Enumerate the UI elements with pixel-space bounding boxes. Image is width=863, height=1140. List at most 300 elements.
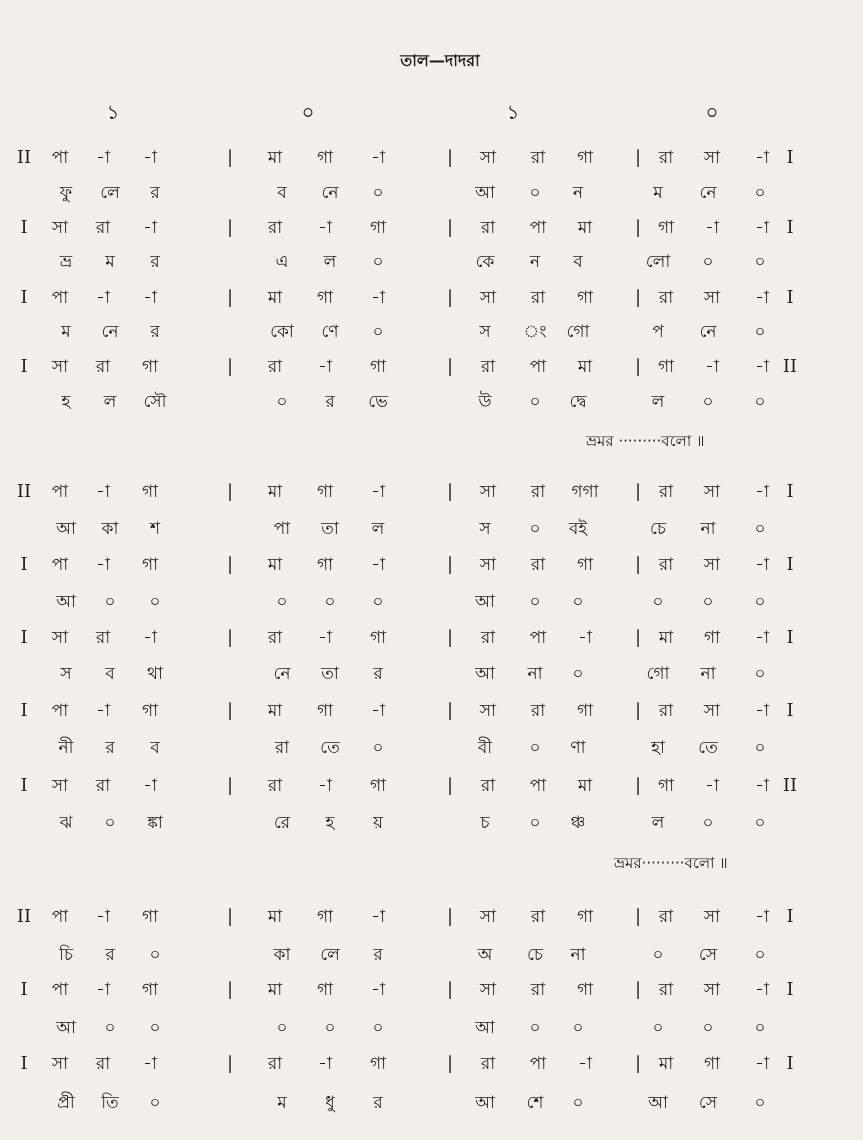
swara-note: সা: [703, 555, 721, 575]
swara-note: গা: [576, 701, 594, 721]
swara-note: -া: [318, 357, 332, 377]
swara-note: -া: [755, 701, 769, 721]
bar-line: II: [782, 775, 798, 796]
lyric-syllable: র: [105, 945, 115, 965]
swara-note: রা: [658, 980, 674, 1000]
bar-line: I: [20, 217, 28, 238]
bar-line: |: [446, 217, 454, 238]
swara-note: -া: [755, 776, 769, 796]
swara-note: -া: [143, 218, 157, 238]
lyric-syllable: ০: [104, 813, 116, 833]
lyric-syllable: স: [479, 322, 491, 342]
lyric-syllable: ০: [276, 1018, 288, 1038]
swara-note: গা: [657, 776, 675, 796]
bar-line: |: [446, 554, 454, 575]
swara-note: গগা: [571, 482, 599, 502]
lyric-syllable: বই: [568, 519, 588, 539]
lyric-syllable: ০: [529, 592, 541, 612]
lyric-syllable: ০: [276, 592, 288, 612]
lyric-syllable: না: [527, 664, 543, 684]
lyric-syllable: ব: [105, 664, 115, 684]
swara-note: গা: [316, 907, 334, 927]
lyric-syllable: হ: [325, 813, 335, 833]
swara-note: রা: [95, 1054, 111, 1074]
lyric-syllable: ন: [529, 252, 541, 272]
swara-note: গা: [141, 555, 159, 575]
bar-line: |: [226, 356, 234, 377]
lyric-syllable: ০: [754, 392, 766, 412]
swara-row: [0, 624, 863, 652]
swara-note: -া: [96, 701, 110, 721]
swara-row: [0, 551, 863, 579]
lyric-syllable: ০: [754, 519, 766, 539]
swara-note: গা: [141, 907, 159, 927]
swara-note: -া: [143, 776, 157, 796]
swara-note: মা: [267, 482, 283, 502]
swara-row: [0, 1050, 863, 1078]
lyric-syllable: ব: [150, 738, 160, 758]
lyric-syllable: ০: [372, 1018, 384, 1038]
bar-line: |: [226, 775, 234, 796]
swara-note: -া: [755, 907, 769, 927]
swara-note: গা: [316, 980, 334, 1000]
swara-note: পা: [529, 1054, 547, 1074]
swara-note: গা: [141, 980, 159, 1000]
swara-note: পা: [51, 980, 69, 1000]
swara-note: মা: [267, 288, 283, 308]
bar-line: |: [226, 287, 234, 308]
lyric-syllable: কে: [475, 252, 495, 272]
swara-note: পা: [529, 776, 547, 796]
lyric-syllable: নে: [321, 183, 339, 203]
lyric-syllable: আ: [56, 519, 76, 539]
swara-note: গা: [657, 357, 675, 377]
swara-note: সা: [479, 288, 497, 308]
lyric-syllable: না: [700, 519, 716, 539]
lyric-syllable: আ: [475, 592, 495, 612]
bar-line: |: [634, 775, 642, 796]
lyric-syllable: না: [570, 945, 586, 965]
bar-line: |: [226, 979, 234, 1000]
bar-line: I: [20, 775, 28, 796]
bar-line: II: [16, 906, 32, 927]
swara-note: গা: [657, 218, 675, 238]
swara-note: -া: [371, 907, 385, 927]
swara-note: সা: [703, 148, 721, 168]
lyric-syllable: র: [373, 945, 383, 965]
lyric-row: [0, 588, 863, 616]
lyric-row: [0, 734, 863, 762]
bar-line: I: [786, 700, 794, 721]
bar-line: |: [226, 554, 234, 575]
swara-note: রা: [658, 701, 674, 721]
lyric-syllable: নে: [699, 322, 717, 342]
swara-note: মা: [577, 218, 593, 238]
lyric-row: [0, 248, 863, 276]
swara-note: সা: [51, 1054, 69, 1074]
lyric-syllable: সৌ: [143, 392, 167, 412]
swara-note: মা: [267, 907, 283, 927]
lyric-syllable: আ: [475, 1018, 495, 1038]
lyric-syllable: কো: [270, 322, 294, 342]
lyric-syllable: ঞ্চ: [570, 813, 586, 833]
swara-note: -া: [705, 357, 719, 377]
swara-note: পা: [51, 148, 69, 168]
lyric-syllable: ম: [277, 1093, 287, 1113]
lyric-syllable: আ: [475, 183, 495, 203]
bar-line: I: [786, 217, 794, 238]
swara-note: -া: [96, 907, 110, 927]
swara-note: পা: [529, 218, 547, 238]
lyric-syllable: ম: [653, 183, 663, 203]
lyric-syllable: ০: [529, 813, 541, 833]
lyric-syllable: ল: [323, 252, 337, 272]
bar-line: |: [226, 627, 234, 648]
bar-line: I: [20, 700, 28, 721]
swara-note: রা: [267, 1054, 283, 1074]
swara-note: পা: [529, 357, 547, 377]
lyric-syllable: ধু: [325, 1093, 335, 1113]
lyric-syllable: ব: [277, 183, 287, 203]
swara-row: [0, 976, 863, 1004]
lyric-syllable: তে: [698, 738, 718, 758]
bar-line: I: [20, 979, 28, 1000]
swara-row: [0, 353, 863, 381]
swara-note: মা: [267, 555, 283, 575]
swara-note: -া: [371, 148, 385, 168]
lyric-syllable: ০: [149, 592, 161, 612]
bar-line: |: [226, 217, 234, 238]
swara-note: -া: [755, 628, 769, 648]
lyric-syllable: রা: [274, 738, 290, 758]
swara-note: -া: [318, 776, 332, 796]
swara-note: সা: [479, 555, 497, 575]
lyric-syllable: ০: [529, 738, 541, 758]
swara-note: -া: [705, 218, 719, 238]
swara-note: -া: [755, 288, 769, 308]
swara-note: -া: [755, 980, 769, 1000]
lyric-syllable: ০: [572, 1018, 584, 1038]
lyric-syllable: ০: [754, 252, 766, 272]
bar-line: |: [226, 906, 234, 927]
lyric-syllable: ০: [372, 738, 384, 758]
bar-line: I: [786, 287, 794, 308]
swara-note: রা: [530, 555, 546, 575]
lyric-syllable: রে: [273, 813, 291, 833]
swara-note: -া: [143, 628, 157, 648]
swara-note: মা: [267, 148, 283, 168]
lyric-row: [0, 809, 863, 837]
swara-note: গা: [316, 701, 334, 721]
swara-note: মা: [267, 980, 283, 1000]
lyric-row: [0, 1089, 863, 1117]
swara-note: সা: [703, 907, 721, 927]
swara-note: রা: [530, 288, 546, 308]
lyric-syllable: ০: [754, 322, 766, 342]
bar-line: I: [786, 554, 794, 575]
bar-line: |: [446, 979, 454, 1000]
bar-line: |: [634, 481, 642, 502]
swara-note: রা: [530, 701, 546, 721]
bar-line: |: [634, 1053, 642, 1074]
swara-note: সা: [703, 980, 721, 1000]
lyric-syllable: য়: [372, 813, 384, 833]
lyric-syllable: প: [652, 322, 664, 342]
bar-line: |: [226, 1053, 234, 1074]
lyric-row: [0, 1014, 863, 1042]
swara-note: -া: [578, 628, 592, 648]
swara-note: সা: [51, 218, 69, 238]
bar-line: |: [634, 217, 642, 238]
swara-note: গা: [369, 1054, 387, 1074]
lyric-syllable: ণে: [321, 322, 339, 342]
lyric-syllable: ল: [651, 813, 665, 833]
lyric-row: [0, 515, 863, 543]
bar-line: |: [634, 287, 642, 308]
lyric-syllable: তে: [320, 738, 340, 758]
lyric-syllable: ০: [529, 519, 541, 539]
lyric-row: [0, 179, 863, 207]
swara-note: -া: [143, 1054, 157, 1074]
swara-note: -া: [755, 218, 769, 238]
lyric-syllable: ০: [276, 392, 288, 412]
lyric-syllable: অ: [477, 945, 493, 965]
lyric-syllable: ০: [652, 945, 664, 965]
lyric-syllable: ০: [702, 1018, 714, 1038]
lyric-syllable: ং: [523, 322, 547, 342]
lyric-syllable: গো: [566, 322, 590, 342]
bar-line: I: [786, 979, 794, 1000]
swara-note: গা: [316, 555, 334, 575]
bar-line: II: [16, 481, 32, 502]
swara-note: -া: [371, 482, 385, 502]
swara-note: রা: [95, 628, 111, 648]
bar-line: I: [20, 1053, 28, 1074]
swara-note: -া: [318, 628, 332, 648]
swara-note: রা: [658, 288, 674, 308]
lyric-syllable: তা: [321, 664, 339, 684]
beat-markers: [0, 98, 863, 122]
swara-note: -া: [143, 288, 157, 308]
lyric-syllable: কা: [273, 945, 291, 965]
lyric-syllable: র: [373, 664, 383, 684]
lyric-syllable: ঙ্কা: [147, 813, 163, 833]
swara-note: গা: [316, 482, 334, 502]
swara-note: গা: [369, 218, 387, 238]
lyric-row: [0, 660, 863, 688]
swara-note: পা: [529, 628, 547, 648]
lyric-syllable: আ: [648, 1093, 668, 1113]
swara-note: গা: [703, 628, 721, 648]
swara-note: -া: [96, 555, 110, 575]
bar-line: II: [16, 147, 32, 168]
lyric-syllable: স: [479, 519, 491, 539]
swara-note: গা: [576, 980, 594, 1000]
lyric-syllable: ০: [572, 1093, 584, 1113]
lyric-syllable: ল: [651, 392, 665, 412]
lyric-syllable: বী: [477, 738, 493, 758]
tala-title: তাল—দাদরা: [400, 51, 480, 70]
swara-note: রা: [530, 907, 546, 927]
lyric-syllable: ০: [754, 183, 766, 203]
swara-note: সা: [51, 776, 69, 796]
lyric-syllable: ০: [372, 183, 384, 203]
lyric-syllable: সে: [698, 945, 718, 965]
lyric-syllable: ০: [754, 738, 766, 758]
beat-marker: ০: [301, 100, 315, 124]
lyric-syllable: ০: [372, 592, 384, 612]
bar-line: |: [446, 775, 454, 796]
lyric-syllable: ০: [529, 1018, 541, 1038]
lyric-syllable: থা: [147, 664, 163, 684]
swara-note: গা: [703, 1054, 721, 1074]
swara-note: -া: [755, 1054, 769, 1074]
swara-note: -া: [143, 148, 157, 168]
swara-note: গা: [141, 482, 159, 502]
swara-note: রা: [658, 482, 674, 502]
lyric-row: [0, 318, 863, 346]
lyric-syllable: ম: [105, 252, 115, 272]
swara-note: মা: [577, 357, 593, 377]
swara-note: সা: [479, 907, 497, 927]
bar-line: |: [634, 147, 642, 168]
lyric-row: [0, 941, 863, 969]
bar-line: I: [786, 906, 794, 927]
lyric-syllable: চি: [58, 945, 74, 965]
swara-row: [0, 903, 863, 931]
bar-line: |: [446, 1053, 454, 1074]
swara-note: রা: [530, 980, 546, 1000]
lyric-syllable: ভে: [368, 392, 388, 412]
swara-note: -া: [96, 980, 110, 1000]
bar-line: |: [446, 700, 454, 721]
swara-note: রা: [95, 218, 111, 238]
lyric-syllable: র: [373, 1093, 383, 1113]
bar-line: |: [226, 700, 234, 721]
bar-line: |: [446, 481, 454, 502]
lyric-syllable: ঝ: [59, 813, 73, 833]
bar-line: |: [634, 554, 642, 575]
lyric-syllable: র: [325, 392, 335, 412]
lyric-syllable: ম: [61, 322, 71, 342]
lyric-syllable: কা: [101, 519, 119, 539]
swara-row: [0, 214, 863, 242]
lyric-syllable: ০: [754, 592, 766, 612]
swara-row: [0, 478, 863, 506]
swara-note: -া: [371, 980, 385, 1000]
lyric-syllable: ০: [702, 392, 714, 412]
lyric-syllable: র: [105, 738, 115, 758]
beat-marker: ০: [705, 100, 719, 124]
lyric-syllable: ভ্র: [59, 252, 73, 272]
bar-line: I: [786, 481, 794, 502]
lyric-syllable: না: [700, 664, 716, 684]
lyric-syllable: ০: [372, 252, 384, 272]
bar-line: |: [446, 287, 454, 308]
swara-note: সা: [479, 482, 497, 502]
lyric-syllable: র: [150, 183, 160, 203]
refrain-marker: ভ্রমর·········বলো ॥: [614, 854, 728, 872]
swara-note: গা: [576, 555, 594, 575]
swara-note: সা: [479, 148, 497, 168]
swara-row: [0, 772, 863, 800]
swara-note: গা: [576, 288, 594, 308]
lyric-syllable: ব: [573, 252, 583, 272]
swara-note: গা: [141, 357, 159, 377]
swara-note: রা: [95, 776, 111, 796]
swara-note: রা: [480, 218, 496, 238]
lyric-syllable: নে: [101, 322, 119, 342]
lyric-syllable: তা: [321, 519, 339, 539]
bar-line: II: [782, 356, 798, 377]
lyric-syllable: প্রী: [57, 1093, 75, 1113]
lyric-syllable: ০: [149, 1093, 161, 1113]
swara-note: পা: [51, 555, 69, 575]
bar-line: |: [226, 481, 234, 502]
lyric-syllable: লে: [320, 945, 340, 965]
lyric-syllable: হ: [61, 392, 71, 412]
lyric-syllable: ০: [702, 252, 714, 272]
lyric-syllable: তি: [101, 1093, 119, 1113]
lyric-syllable: নে: [699, 183, 717, 203]
lyric-syllable: ০: [754, 813, 766, 833]
swara-note: রা: [480, 357, 496, 377]
bar-line: I: [20, 554, 28, 575]
swara-note: রা: [658, 907, 674, 927]
lyric-syllable: নে: [273, 664, 291, 684]
swara-note: রা: [480, 628, 496, 648]
lyric-syllable: ণা: [570, 738, 586, 758]
lyric-syllable: ০: [652, 1018, 664, 1038]
lyric-syllable: স: [60, 664, 72, 684]
lyric-syllable: ০: [572, 592, 584, 612]
lyric-syllable: ০: [324, 1018, 336, 1038]
lyric-syllable: র: [150, 322, 160, 342]
swara-note: গা: [316, 148, 334, 168]
lyric-syllable: আ: [475, 664, 495, 684]
lyric-row: [0, 388, 863, 416]
swara-note: রা: [267, 776, 283, 796]
lyric-syllable: ০: [149, 1018, 161, 1038]
refrain-marker: ভ্রমর ·········বলো ॥: [586, 432, 705, 450]
lyric-syllable: এ: [275, 252, 289, 272]
lyric-syllable: চ: [480, 813, 490, 833]
lyric-syllable: ০: [104, 592, 116, 612]
swara-note: -া: [371, 288, 385, 308]
swara-note: রা: [658, 555, 674, 575]
lyric-syllable: ল: [103, 392, 117, 412]
lyric-syllable: পা: [273, 519, 291, 539]
bar-line: I: [786, 627, 794, 648]
swara-note: পা: [51, 907, 69, 927]
swara-note: সা: [703, 288, 721, 308]
bar-line: |: [446, 627, 454, 648]
lyric-syllable: শ: [149, 519, 161, 539]
swara-note: -া: [371, 701, 385, 721]
lyric-syllable: লো: [645, 252, 671, 272]
swara-note: -া: [96, 148, 110, 168]
lyric-syllable: ০: [754, 664, 766, 684]
swara-note: -া: [96, 482, 110, 502]
bar-line: |: [634, 356, 642, 377]
swara-note: -া: [705, 776, 719, 796]
swara-note: রা: [530, 148, 546, 168]
swara-note: রা: [267, 628, 283, 648]
lyric-syllable: শে: [526, 1093, 544, 1113]
swara-note: -া: [578, 1054, 592, 1074]
beat-marker: ১: [506, 100, 520, 124]
swara-note: -া: [755, 482, 769, 502]
